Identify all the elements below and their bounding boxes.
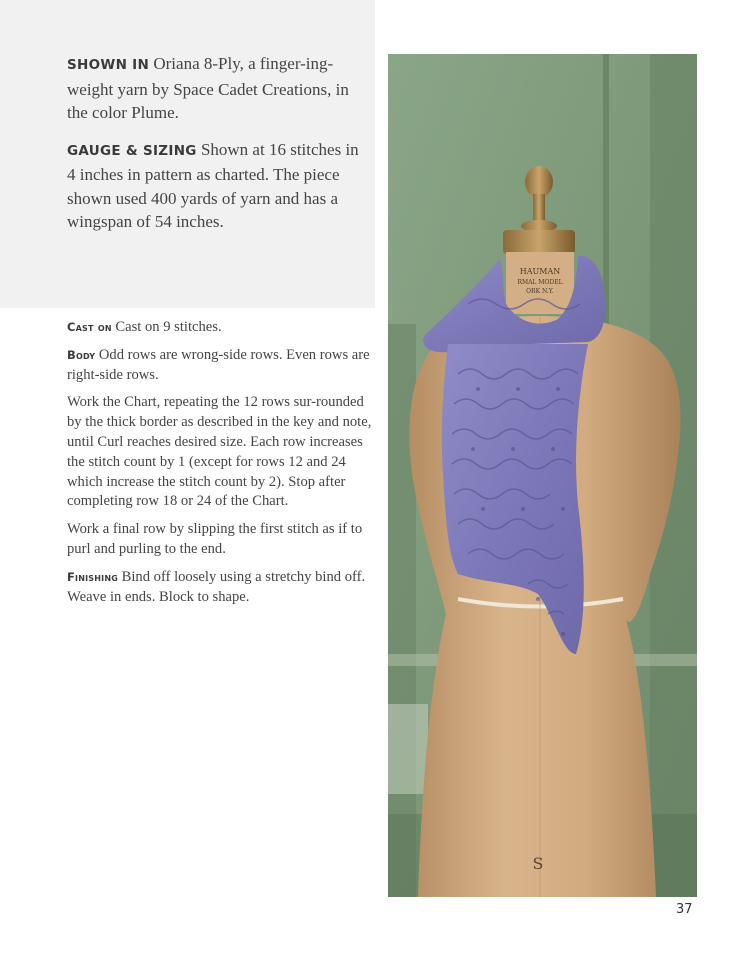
neck-tag-line3: ORK N.Y. bbox=[526, 288, 554, 295]
finishing-text: Bind off loosely using a stretchy bind off. Weave in ends. Block to shape. bbox=[67, 568, 366, 605]
cast-on-label: Cast on bbox=[67, 320, 112, 334]
wall-peeling bbox=[388, 704, 428, 794]
finial-knob bbox=[525, 166, 553, 198]
instructions bbox=[67, 318, 377, 615]
gauge-label: GAUGE & SIZING bbox=[67, 142, 197, 159]
page-number: 37 bbox=[676, 902, 693, 917]
size-marking: S bbox=[532, 854, 544, 873]
body-text: Odd rows are wrong-side rows. Even rows are right-side rows. bbox=[67, 346, 370, 383]
scarf-photo bbox=[388, 54, 697, 897]
shown-in-label: SHOWN IN bbox=[67, 57, 150, 73]
finishing-paragraph bbox=[67, 568, 377, 608]
gauge-paragraph bbox=[67, 138, 367, 234]
cast-on-paragraph bbox=[67, 318, 377, 338]
chart-paragraph: Work the Chart, repeating the 12 rows sur-rounded by the thick border as described in the key and note, until Curl reaches desired size. Each row increases the stitch count by 1 (except for rows 12 and 24 which increase the stitch count by 2). Stop after completing row 18 or 24 of the Chart. bbox=[67, 394, 372, 510]
neck-tag-line2: RMAL MODEL bbox=[517, 279, 563, 286]
neck-tag-line1: HAUMAN bbox=[519, 267, 561, 276]
shown-in-paragraph bbox=[67, 52, 367, 125]
finishing-label: Finishing bbox=[67, 569, 118, 584]
neck-cap bbox=[503, 230, 575, 254]
body-paragraph bbox=[67, 346, 377, 386]
final-row-paragraph: Work a final row by slipping the first stitch as if to purl and purling to the end. bbox=[67, 521, 363, 557]
gauge-text: Shown at 16 stitches in 4 inches in pattern as charted. The piece shown used 400 yards of yarn and has a wingspan of 54 inches. bbox=[67, 139, 359, 231]
sidebar-text bbox=[67, 52, 367, 247]
finial-neck bbox=[533, 194, 545, 224]
shown-in-text: Oriana 8-Ply, a finger-ing-weight yarn by Space Cadet Creations, in the color Plume. bbox=[67, 54, 349, 122]
body-label: Body bbox=[67, 347, 96, 362]
cast-on-text: Cast on 9 stitches. bbox=[111, 319, 222, 335]
